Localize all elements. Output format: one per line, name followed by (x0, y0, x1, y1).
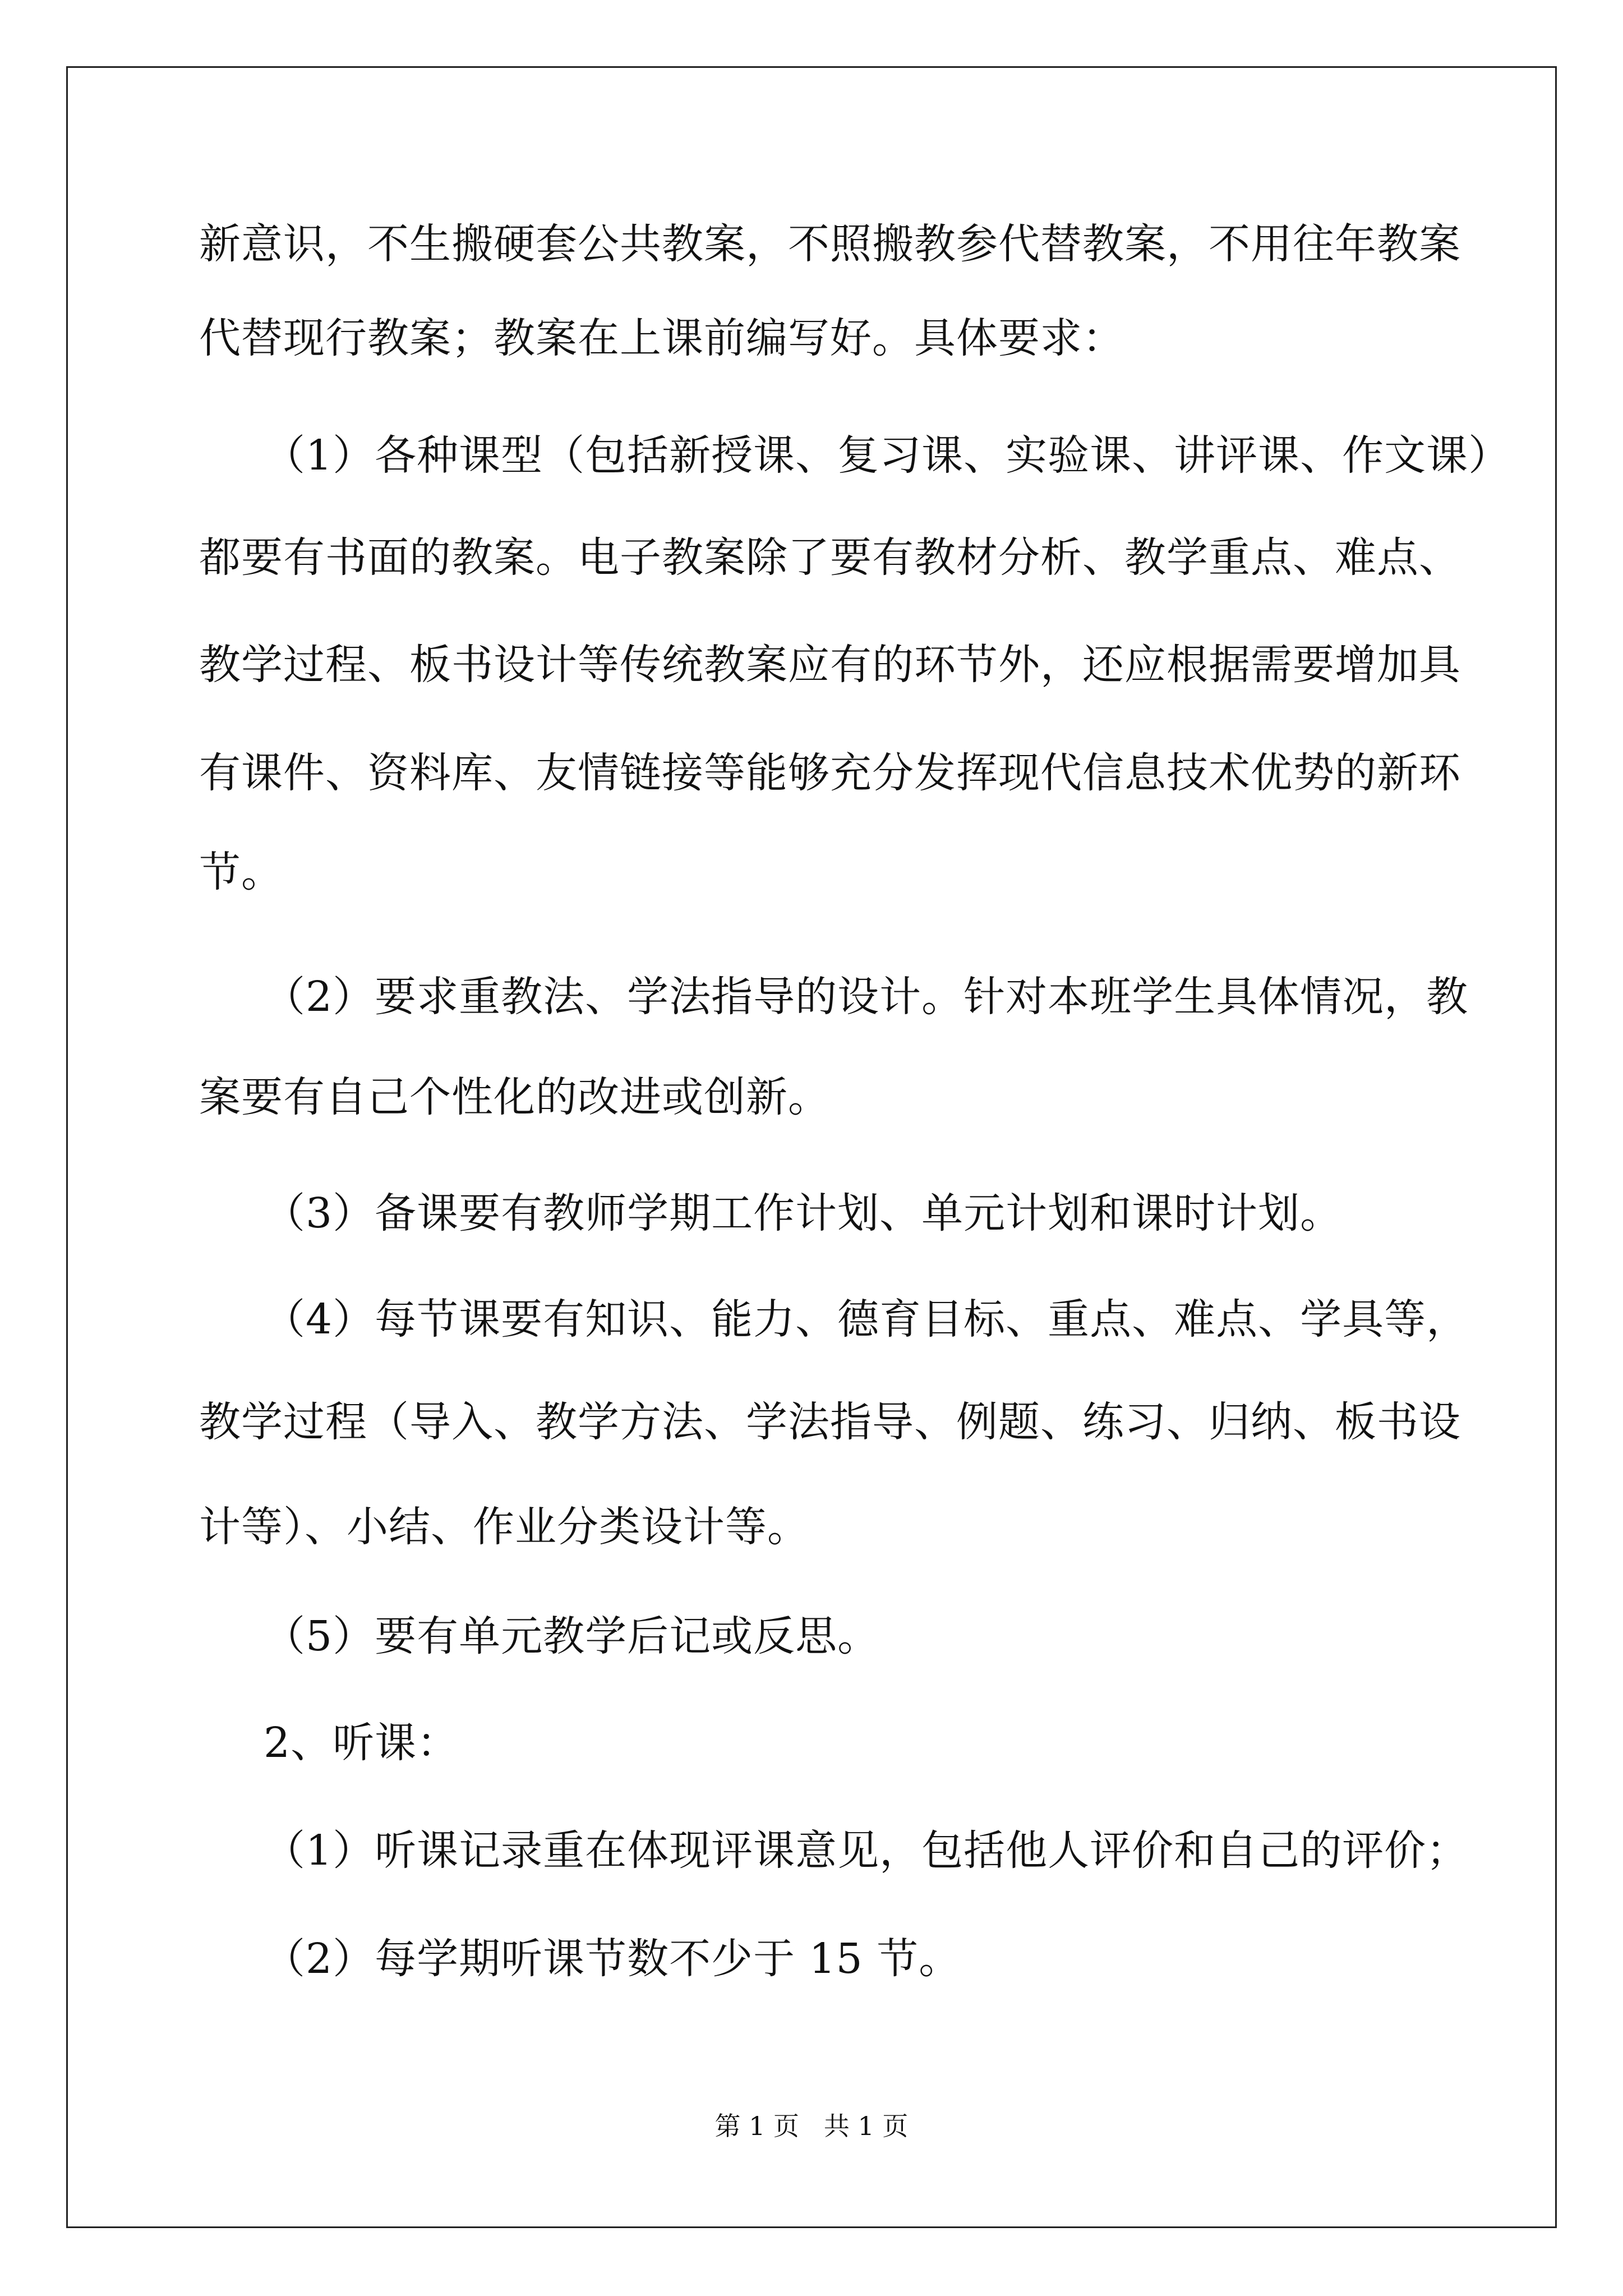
text-line: 教学过程（导入、教学方法、学法指导、例题、练习、归纳、板书设 (199, 1398, 1461, 1446)
text-line: （4）每节课要有知识、能力、德育目标、重点、难点、学具等， (264, 1295, 1469, 1343)
text-line: （2）每学期听课节数不少于 15 节。 (264, 1935, 961, 1983)
text-line: 计等）、小结、作业分类设计等。 (199, 1503, 809, 1551)
text-line: 新意识，不生搬硬套公共教案，不照搬教参代替教案，不用往年教案 (199, 220, 1461, 268)
text-line: 有课件、资料库、友情链接等能够充分发挥现代信息技术优势的新环 (199, 749, 1461, 797)
text-line: （5）要有单元教学后记或反思。 (264, 1612, 880, 1660)
text-line: （1）听课记录重在体现评课意见，包括他人评价和自己的评价； (264, 1826, 1469, 1875)
text-line: 节。 (199, 848, 283, 896)
page-border (66, 66, 1557, 2228)
text-line: 教学过程、板书设计等传统教案应有的环节外，还应根据需要增加具 (199, 641, 1461, 689)
text-line: （3）备课要有教师学期工作计划、单元计划和课时计划。 (264, 1189, 1343, 1237)
page-footer: 第 1 页 共 1 页 (714, 2111, 909, 2141)
text-line: （1）各种课型（包括新授课、复习课、实验课、讲评课、作文课） (264, 431, 1511, 480)
text-line: 代替现行教案；教案在上课前编写好。具体要求： (199, 314, 1124, 362)
text-line: 都要有书面的教案。电子教案除了要有教材分析、教学重点、难点、 (199, 533, 1461, 582)
text-line: 案要有自己个性化的改进或创新。 (199, 1073, 830, 1121)
text-line: （2）要求重教法、学法指导的设计。针对本班学生具体情况，教 (264, 973, 1469, 1021)
text-line: 2、听课： (264, 1719, 459, 1767)
